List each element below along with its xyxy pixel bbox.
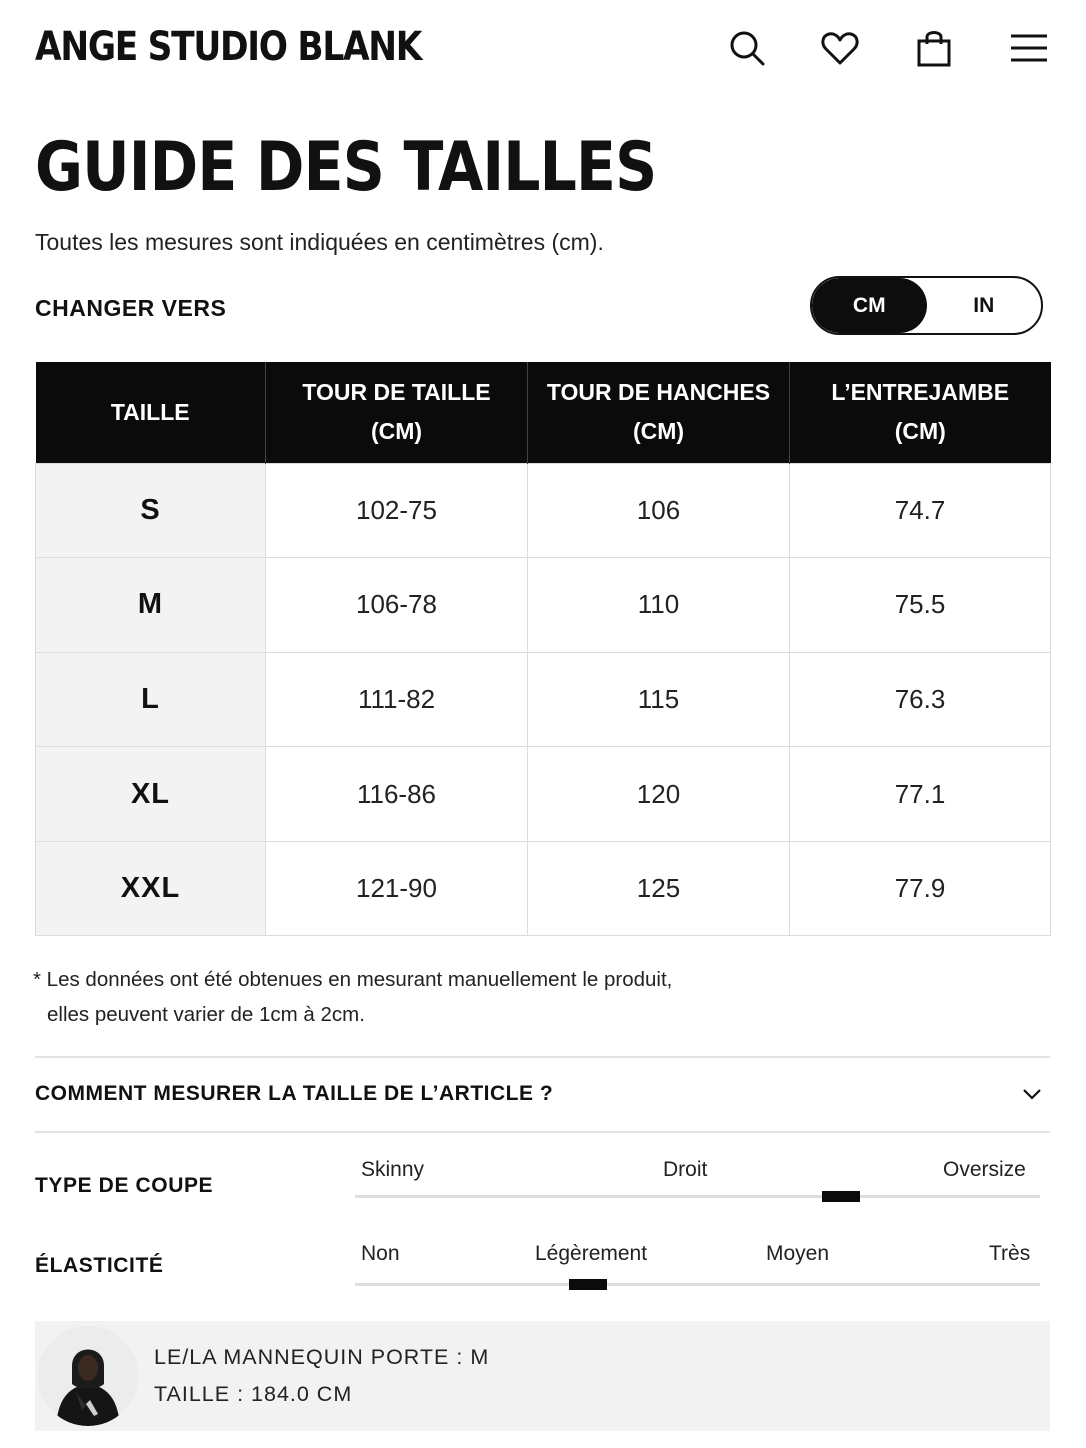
header-waist-unit: (CM)	[370, 418, 423, 445]
elasticity-scale-slight: Légèrement	[535, 1242, 648, 1265]
header-hips-label: TOUR DE HANCHES	[546, 379, 771, 406]
fit-scale-oversize: Oversize	[943, 1158, 1026, 1181]
header-size	[36, 362, 266, 463]
table-header-row	[36, 362, 1051, 463]
unit-option-cm[interactable]: CM	[812, 278, 927, 333]
table-row	[36, 558, 1051, 653]
size-cell: L	[36, 652, 266, 747]
cart-button[interactable]	[912, 26, 956, 70]
fit-type-label: TYPE DE COUPE	[35, 1174, 214, 1197]
site-header	[0, 0, 1086, 100]
size-cell: XL	[36, 747, 266, 842]
model-avatar	[38, 1326, 138, 1426]
model-info	[35, 1321, 1050, 1431]
size-table	[35, 362, 1051, 936]
elasticity-scale-track	[355, 1283, 1040, 1286]
elasticity-scale-marker	[569, 1279, 607, 1290]
header-inseam-unit: (CM)	[894, 418, 946, 445]
hips-cell: 120	[528, 747, 790, 842]
waist-cell: 116-86	[266, 747, 528, 842]
waist-cell: 106-78	[266, 558, 528, 653]
inseam-cell: 77.1	[790, 747, 1051, 842]
fit-scale-marker	[822, 1191, 860, 1202]
table-row	[36, 463, 1051, 558]
page-subtitle: Toutes les mesures sont indiquées en centimètres (cm).	[35, 229, 604, 255]
note-line-2: elles peuvent varier de 1cm à 2cm.	[47, 1003, 365, 1026]
fit-scale-straight: Droit	[663, 1158, 708, 1181]
fit-scale-skinny: Skinny	[361, 1158, 425, 1181]
waist-cell: 111-82	[266, 652, 528, 747]
bag-icon	[914, 28, 954, 68]
inseam-cell: 74.7	[790, 463, 1051, 558]
menu-icon	[1009, 28, 1049, 68]
table-row	[36, 747, 1051, 842]
header-size-label: TAILLE	[110, 398, 190, 425]
measurement-note	[33, 962, 672, 1032]
table-row	[36, 652, 1051, 747]
inseam-cell: 76.3	[790, 652, 1051, 747]
brand-logo[interactable]: ANGE STUDIO BLANK	[35, 24, 422, 70]
note-line-1: * Les données ont été obtenues en mesurant manuellement le produit,	[33, 968, 673, 991]
model-height: TAILLE : 184.0 CM	[154, 1382, 353, 1406]
header-hips	[528, 362, 790, 463]
fit-scale-track	[355, 1195, 1040, 1198]
unit-switch-label: CHANGER VERS	[35, 295, 227, 321]
search-icon	[727, 28, 767, 68]
header-inseam	[790, 362, 1051, 463]
waist-cell: 121-90	[266, 841, 528, 936]
heart-icon	[820, 28, 860, 68]
table-row	[36, 841, 1051, 936]
wishlist-button[interactable]	[818, 26, 862, 70]
unit-option-in[interactable]: IN	[973, 293, 995, 317]
header-waist	[266, 362, 528, 463]
elasticity-label: ÉLASTICITÉ	[35, 1254, 164, 1277]
page-title: GUIDE DES TAILLES	[35, 128, 657, 207]
unit-toggle	[810, 276, 1043, 335]
header-waist-label: TOUR DE TAILLE	[302, 379, 491, 406]
accordion-title: COMMENT MESURER LA TAILLE DE L’ARTICLE ?	[35, 1082, 554, 1105]
waist-cell: 102-75	[266, 463, 528, 558]
hips-cell: 110	[528, 558, 790, 653]
how-to-measure-accordion[interactable]	[35, 1058, 1050, 1132]
header-hips-unit: (CM)	[632, 418, 685, 445]
elasticity-scale-medium: Moyen	[766, 1242, 830, 1265]
chevron-down-icon	[1020, 1082, 1044, 1106]
hips-cell: 125	[528, 841, 790, 936]
header-inseam-label: L’ENTREJAMBE	[831, 379, 1010, 406]
inseam-cell: 75.5	[790, 558, 1051, 653]
divider	[35, 1131, 1050, 1133]
model-photo	[38, 1326, 138, 1426]
elasticity-scale-very: Très	[989, 1242, 1031, 1265]
size-cell: XXL	[36, 841, 266, 936]
model-size-worn: LE/LA MANNEQUIN PORTE : M	[154, 1345, 490, 1369]
hips-cell: 106	[528, 463, 790, 558]
size-cell: M	[36, 558, 266, 653]
hips-cell: 115	[528, 652, 790, 747]
size-cell: S	[36, 463, 266, 558]
elasticity-scale-none: Non	[361, 1242, 400, 1265]
menu-button[interactable]	[1007, 26, 1051, 70]
search-button[interactable]	[725, 26, 769, 70]
inseam-cell: 77.9	[790, 841, 1051, 936]
